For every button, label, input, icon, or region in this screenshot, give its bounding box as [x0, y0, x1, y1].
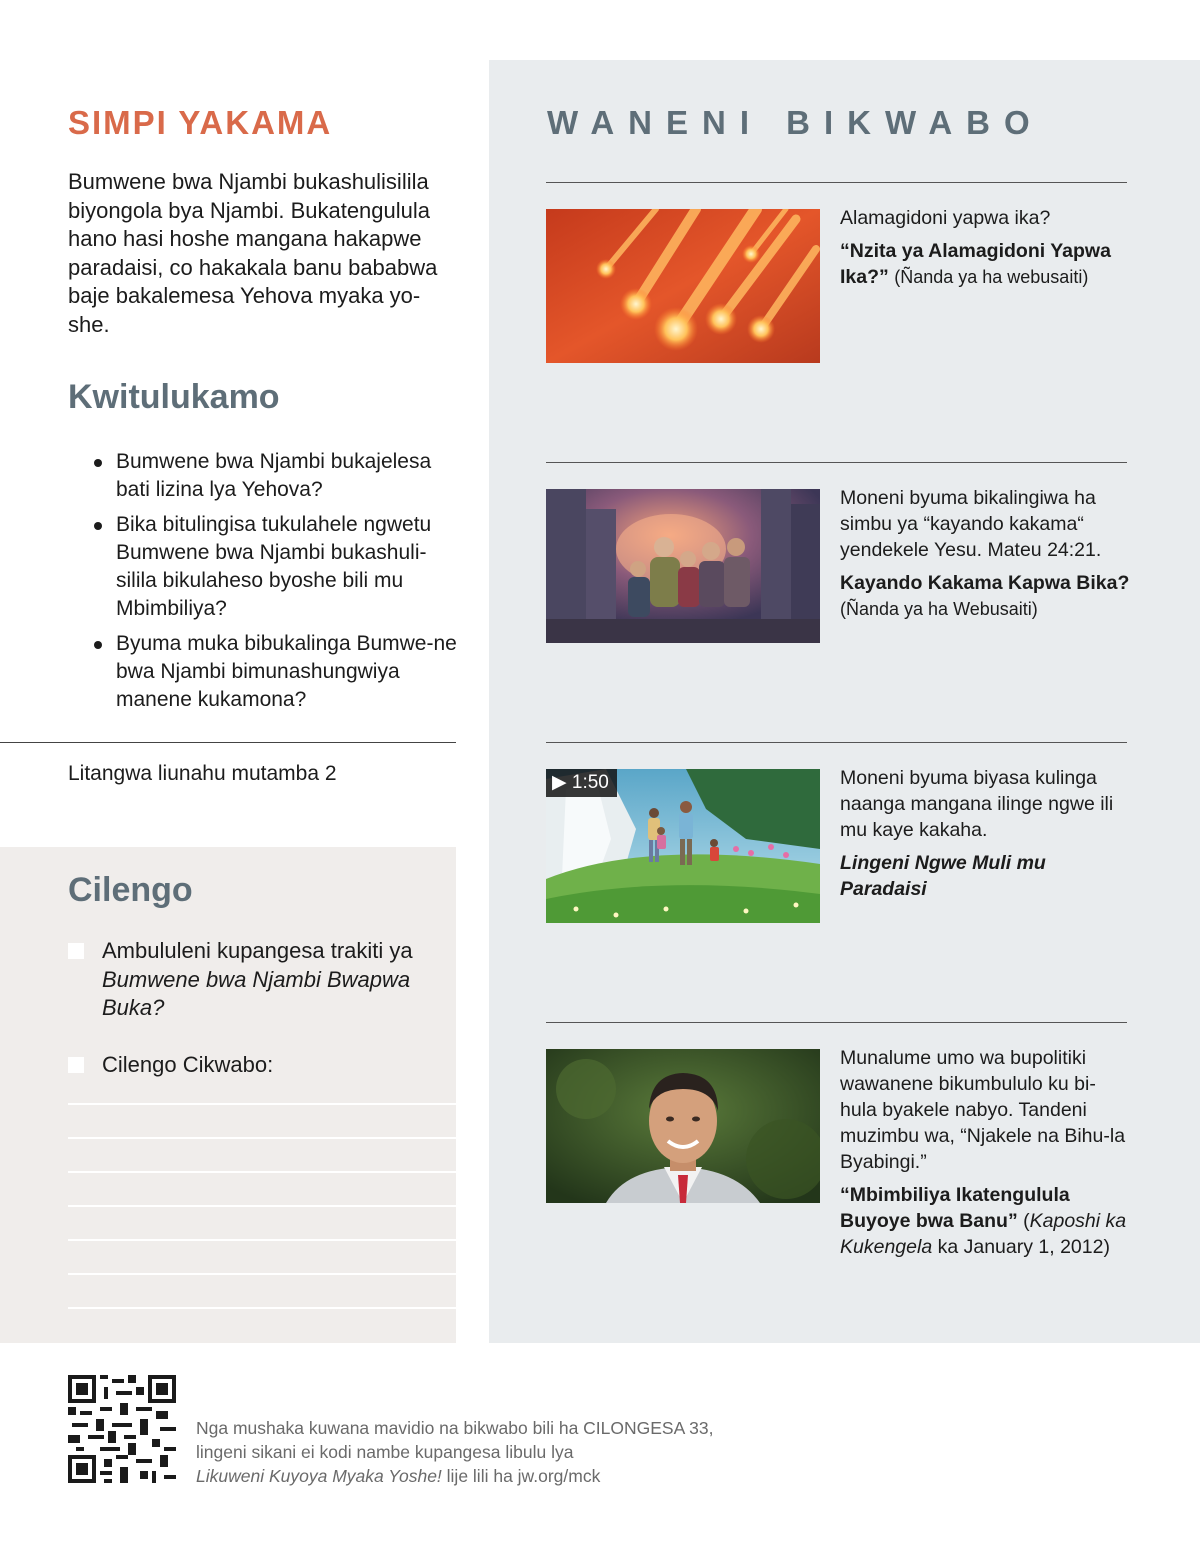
meteors-image[interactable]: [546, 209, 820, 363]
goal-checkbox[interactable]: [68, 1057, 84, 1073]
politician-portrait[interactable]: [546, 1049, 820, 1203]
entry-divider: [546, 182, 1127, 183]
entry-text: [840, 485, 1130, 629]
qr-code[interactable]: [68, 1375, 176, 1483]
goal-item-other: [68, 1051, 428, 1080]
entry-description: Moneni byuma bikalingiwa ha simbu ya “kayando kakama“ yendekele Yesu. Mateu 24:21.: [840, 487, 1102, 561]
review-question: Bumwene bwa Njambi bukajelesa bati lizina lya Yehova?: [92, 448, 462, 504]
video-duration-badge: ▶ 1:50: [546, 769, 617, 797]
litangwa-note: Litangwa liunahu mutamba 2: [68, 762, 337, 785]
cilengo-heading: Cilengo: [68, 871, 193, 909]
entry-link[interactable]: Lingeni Ngwe Muli mu Paradaisi: [840, 852, 1046, 900]
goal-checkbox[interactable]: [68, 943, 84, 959]
writing-line[interactable]: [68, 1205, 456, 1207]
paradise-family-video[interactable]: [546, 769, 820, 923]
writing-line[interactable]: [68, 1307, 456, 1309]
entry-link[interactable]: Kayando Kakama Kapwa Bika? (Ñanda ya ha Webusaiti): [840, 572, 1130, 619]
entry-description: Alamagidoni yapwa ika?: [840, 207, 1051, 229]
footer-note: Nga mushaka kuwana mavidio na bikwabo bili ha CILONGESA 33, lingeni sikani ei kodi nambe kupangesa libulu lya Likuweni Kuyoya Myaka Yoshe! lije lili ha jw.org/mck: [196, 1418, 714, 1486]
goal-text: Ambululeni kupangesa trakiti ya Bumwene bwa Njambi Bwapwa Buka?: [102, 938, 413, 1020]
kwitulukamo-heading: Kwitulukamo: [68, 378, 280, 416]
entry-divider: [546, 1022, 1127, 1023]
frightened-family-image[interactable]: [546, 489, 820, 643]
writing-line[interactable]: [68, 1103, 456, 1105]
review-question: Bika bitulingisa tukulahele ngwetu Bumwene bwa Njambi bukashuli-silila bikulaheso byoshe bili mu Mbimbiliya?: [92, 511, 462, 623]
writing-line[interactable]: [68, 1137, 456, 1139]
writing-line[interactable]: [68, 1273, 456, 1275]
review-question-list: [92, 448, 462, 721]
entry-text: [840, 765, 1130, 909]
writing-line[interactable]: [68, 1171, 456, 1173]
entry-divider: [546, 742, 1127, 743]
cilengo-box: [0, 847, 456, 1343]
entry-link[interactable]: “Mbimbiliya Ikatengulula Buyoye bwa Banu” (Kaposhi ka Kukengela ka January 1, 2012): [840, 1184, 1127, 1258]
entry-divider: [546, 462, 1127, 463]
goal-item-tract: [68, 937, 428, 1023]
entry-text: [840, 1045, 1130, 1267]
waneni-bikwabo-heading: WANENI BIKWABO: [547, 104, 1044, 141]
review-question: Byuma muka bibukalinga Bumwe-ne bwa Njambi bimunashungwiya manene kukamona?: [92, 630, 462, 714]
simpi-yakama-text: Bumwene bwa Njambi bukashulisilila biyongola bya Njambi. Bukatengulula hano hasi hoshe mangana hakapwe paradaisi, co hakakala banu bababwa baje bakalemesa Yehova myaka yo-she.: [68, 169, 438, 337]
entry-description: Munalume umo wa bupolitiki wawanene bikumbululo ku bi-hula byakele nabyo. Tandeni muzimbu wa, “Njakele na Bihu-la Byabingi.”: [840, 1047, 1126, 1173]
writing-line[interactable]: [68, 1239, 456, 1241]
goal-text: Cilengo Cikwabo:: [102, 1052, 274, 1077]
entry-text: [840, 205, 1130, 297]
entry-link[interactable]: “Nzita ya Alamagidoni Yapwa Ika?” (Ñanda ya ha webusaiti): [840, 240, 1111, 288]
simpi-yakama-heading: SIMPI YAKAMA: [68, 104, 333, 141]
section-divider: [0, 742, 456, 743]
entry-description: Moneni byuma biyasa kulinga naanga mangana ilinge ngwe ili mu kaye kakaha.: [840, 767, 1114, 841]
